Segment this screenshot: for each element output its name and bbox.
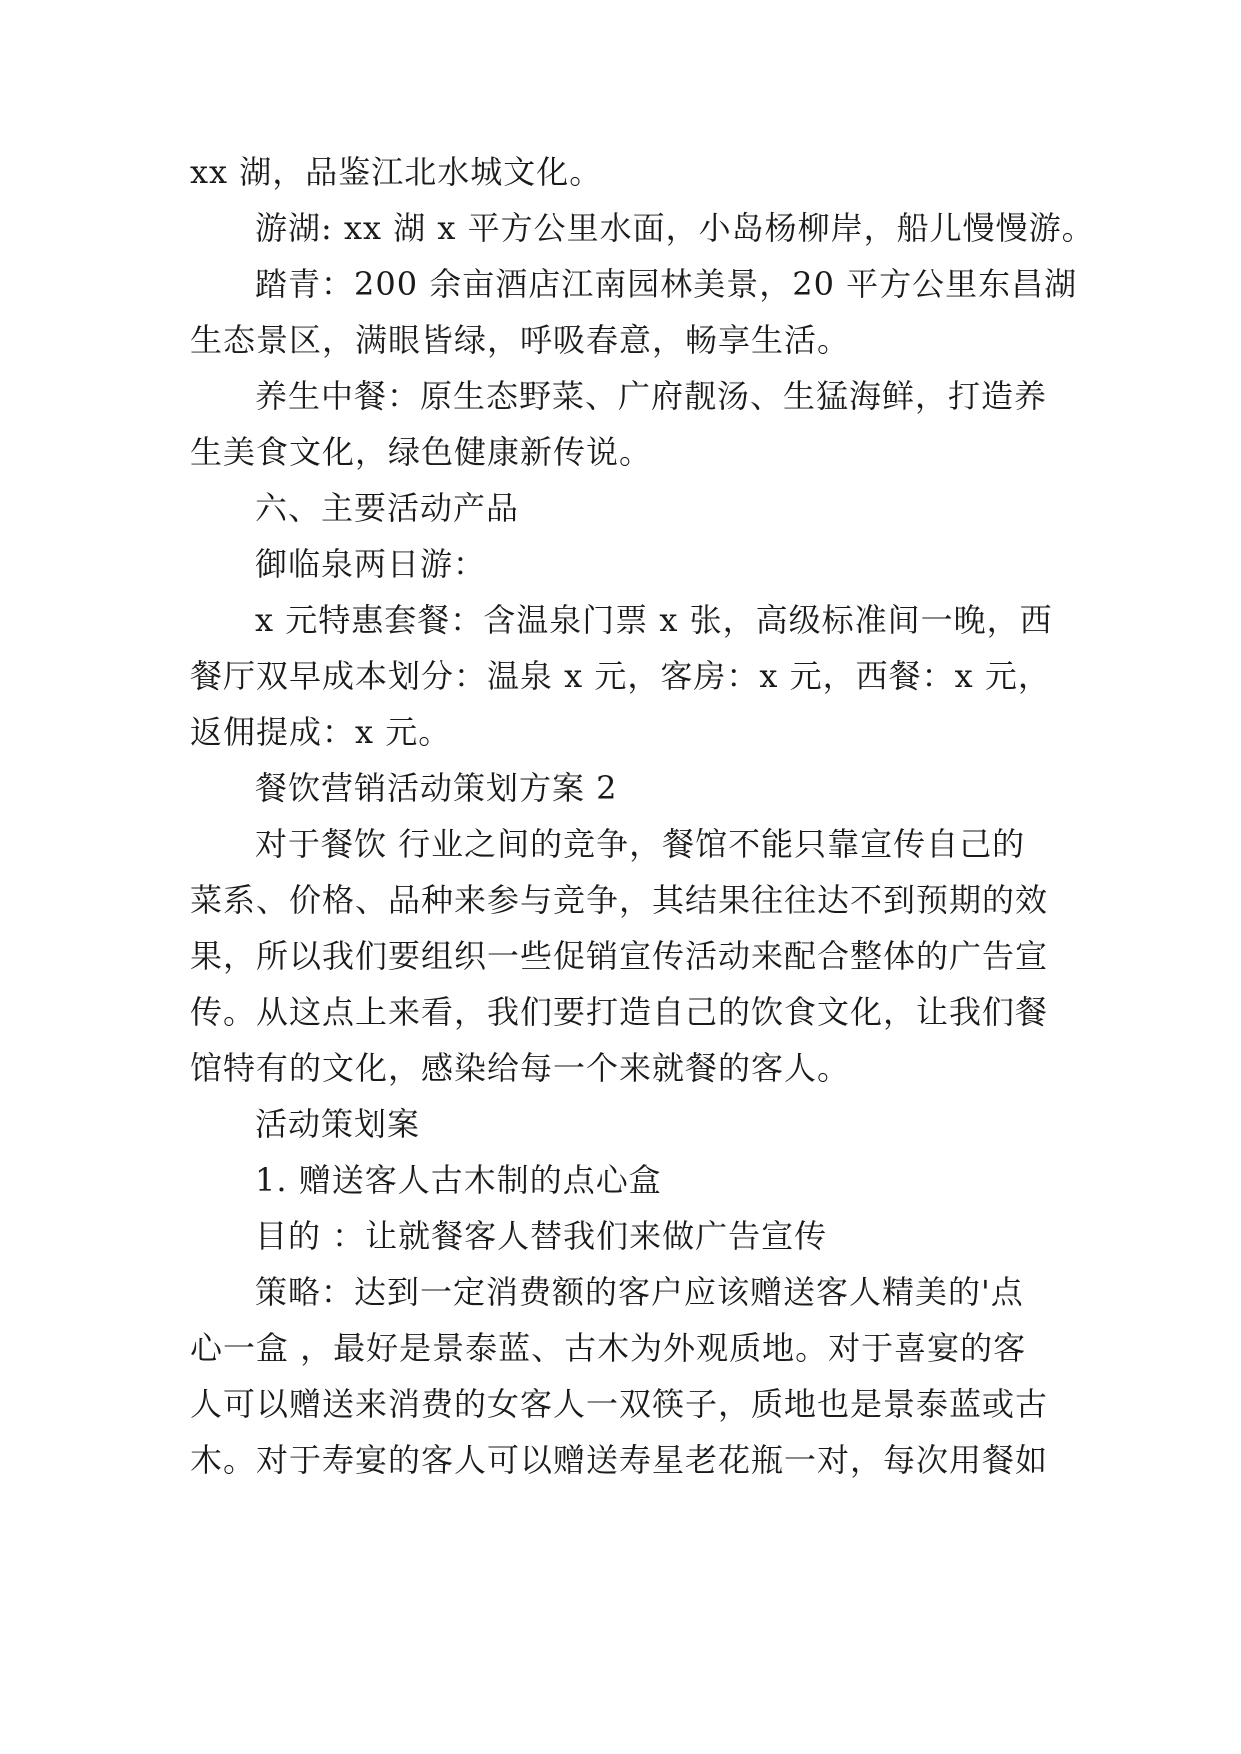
text-line: 菜系、价格、品种来参与竞争，其结果往往达不到预期的效 [190,881,1049,919]
list-item: 1. 赠送客人古木制的点心盒 [255,1161,662,1199]
text-line: 御临泉两日游： [255,545,487,583]
text-line: 养生中餐：原生态野菜、广府靓汤、生猛海鲜，打造养 [255,377,1048,415]
text-line: 游湖: xx 湖 x 平方公里水面，小岛杨柳岸，船儿慢慢游。 [255,209,1095,247]
section-heading: 活动策划案 [255,1105,421,1143]
text-line: 策略：达到一定消费额的客户应该赠送客人精美的'点 [255,1273,1024,1311]
text-line: 对于餐饮 行业之间的竞争，餐馆不能只靠宣传自己的 [255,825,1026,863]
text-line: x 元特惠套餐：含温泉门票 x 张，高级标准间一晚，西 [255,601,1053,639]
text-line: 生美食文化，绿色健康新传说。 [190,433,653,471]
text-line: 目的 ：让就餐客人替我们来做广告宣传 [255,1217,828,1255]
text-line: 心一盒 ，最好是景泰蓝、古木为外观质地。对于喜宴的客 [190,1329,1027,1367]
text-line: 传。从这点上来看，我们要打造自己的饮食文化，让我们餐 [190,993,1049,1031]
text-line: 生态景区，满眼皆绿，呼吸春意，畅享生活。 [190,321,851,359]
text-line: 木。对于寿宴的客人可以赠送寿星老花瓶一对，每次用餐如 [190,1441,1049,1479]
text-line: 果，所以我们要组织一些促销宣传活动来配合整体的广告宣 [190,937,1049,975]
text-line: 返佣提成：x 元。 [190,713,452,751]
text-line: xx 湖，品鉴江北水城文化。 [190,153,603,191]
section-heading: 餐饮营销活动策划方案 2 [255,769,618,807]
text-line: 踏青：200 余亩酒店江南园林美景，20 平方公里东昌湖 [255,265,1078,303]
section-heading: 六、主要活动产品 [255,489,520,527]
text-line: 餐厅双早成本划分：温泉 x 元，客房：x 元，西餐：x 元， [190,657,1051,695]
text-line: 人可以赠送来消费的女客人一双筷子，质地也是景泰蓝或古 [190,1385,1049,1423]
text-line: 馆特有的文化，感染给每一个来就餐的客人。 [190,1049,851,1087]
